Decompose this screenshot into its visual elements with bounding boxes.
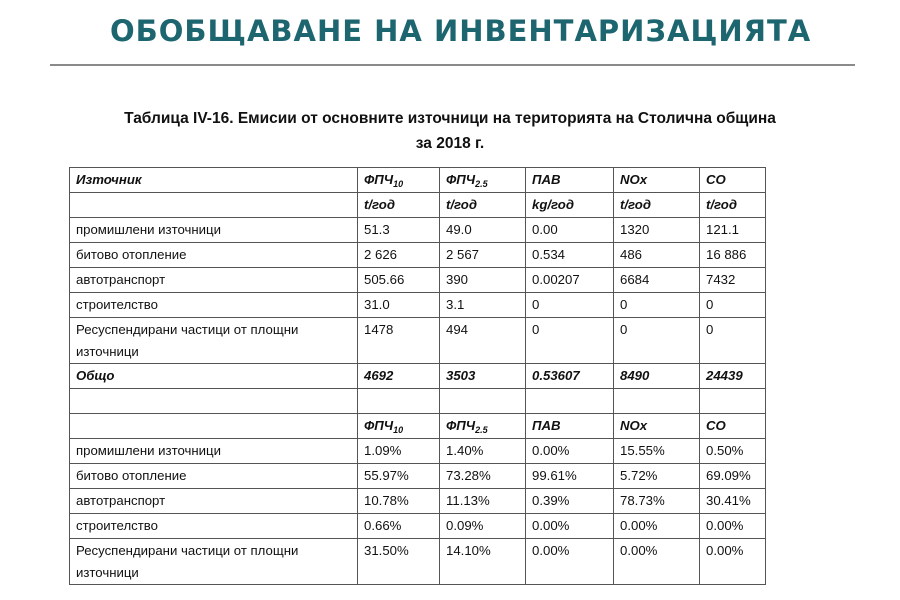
header-pm10 xyxy=(358,168,440,193)
emissions-table xyxy=(69,167,766,585)
share-header-pah: ПАВ xyxy=(526,414,614,439)
share-header-pm25 xyxy=(440,414,526,439)
units-row xyxy=(70,193,766,218)
table-row xyxy=(70,439,766,464)
total-cell: 4692 xyxy=(358,364,440,389)
share-header-empty-cell xyxy=(70,414,358,439)
source-cell: строителство xyxy=(70,514,358,539)
source-cell: битово отопление xyxy=(70,464,358,489)
empty-cell xyxy=(700,389,766,414)
value-cell: 494 xyxy=(440,318,526,364)
unit-cell: t/год xyxy=(358,193,440,218)
share-header-row xyxy=(70,414,766,439)
table-row xyxy=(70,293,766,318)
value-cell: 0 xyxy=(614,318,700,364)
source-cell: битово отопление xyxy=(70,243,358,268)
share-header-pm10 xyxy=(358,414,440,439)
table-caption xyxy=(60,106,840,156)
value-cell: 6684 xyxy=(614,268,700,293)
value-cell: 31.0 xyxy=(358,293,440,318)
value-cell: 7432 xyxy=(700,268,766,293)
value-cell: 0 xyxy=(526,293,614,318)
value-cell: 121.1 xyxy=(700,218,766,243)
total-cell: 3503 xyxy=(440,364,526,389)
header-pah: ПАВ xyxy=(526,168,614,193)
share-cell: 1.40% xyxy=(440,439,526,464)
empty-cell xyxy=(440,389,526,414)
source-cell: Ресуспендирани частици от площни източници xyxy=(70,318,358,364)
header-pm25 xyxy=(440,168,526,193)
header-pm25-base: ФПЧ xyxy=(446,172,476,187)
value-cell: 0 xyxy=(700,318,766,364)
unit-cell: kg/год xyxy=(526,193,614,218)
source-cell: автотранспорт xyxy=(70,268,358,293)
total-cell: 0.53607 xyxy=(526,364,614,389)
caption-line-2: за 2018 г. xyxy=(415,135,485,152)
header-source: Източник xyxy=(70,168,358,193)
share-header-co: CO xyxy=(700,414,766,439)
share-cell: 78.73% xyxy=(614,489,700,514)
share-header-nox: NOx xyxy=(614,414,700,439)
total-row xyxy=(70,364,766,389)
value-cell: 505.66 xyxy=(358,268,440,293)
share-header-pm25-sub: 2.5 xyxy=(475,425,488,435)
value-cell: 0 xyxy=(526,318,614,364)
share-cell: 0.66% xyxy=(358,514,440,539)
unit-cell: t/год xyxy=(440,193,526,218)
total-cell: 24439 xyxy=(700,364,766,389)
unit-cell: t/год xyxy=(700,193,766,218)
value-cell: 3.1 xyxy=(440,293,526,318)
share-cell: 0.00% xyxy=(614,539,700,585)
share-cell: 55.97% xyxy=(358,464,440,489)
header-nox: NOx xyxy=(614,168,700,193)
share-cell: 0.00% xyxy=(526,514,614,539)
total-cell: 8490 xyxy=(614,364,700,389)
source-cell: Ресуспендирани частици от площни източници xyxy=(70,539,358,585)
value-cell: 2 626 xyxy=(358,243,440,268)
table-row xyxy=(70,243,766,268)
table-row xyxy=(70,268,766,293)
source-cell: промишлени източници xyxy=(70,439,358,464)
share-cell: 73.28% xyxy=(440,464,526,489)
table-row xyxy=(70,218,766,243)
unit-cell: t/год xyxy=(614,193,700,218)
spacer-row xyxy=(70,389,766,414)
source-cell: автотранспорт xyxy=(70,489,358,514)
empty-cell xyxy=(70,389,358,414)
empty-cell xyxy=(526,389,614,414)
share-cell: 0.00% xyxy=(700,514,766,539)
value-cell: 49.0 xyxy=(440,218,526,243)
header-pm10-base: ФПЧ xyxy=(364,172,394,187)
header-pm25-sub: 2.5 xyxy=(475,179,488,189)
share-cell: 10.78% xyxy=(358,489,440,514)
title-divider xyxy=(50,64,855,66)
header-row xyxy=(70,168,766,193)
value-cell: 0 xyxy=(700,293,766,318)
value-cell: 2 567 xyxy=(440,243,526,268)
share-header-pm10-base: ФПЧ xyxy=(364,418,394,433)
value-cell: 390 xyxy=(440,268,526,293)
header-pm10-sub: 10 xyxy=(393,179,404,189)
share-cell: 1.09% xyxy=(358,439,440,464)
value-cell: 1320 xyxy=(614,218,700,243)
share-header-pm10-sub: 10 xyxy=(393,425,404,435)
value-cell: 0.00207 xyxy=(526,268,614,293)
share-cell: 0.50% xyxy=(700,439,766,464)
share-cell: 30.41% xyxy=(700,489,766,514)
share-cell: 0.00% xyxy=(526,439,614,464)
share-cell: 0.00% xyxy=(614,514,700,539)
value-cell: 486 xyxy=(614,243,700,268)
value-cell: 1478 xyxy=(358,318,440,364)
share-cell: 0.00% xyxy=(526,539,614,585)
share-cell: 15.55% xyxy=(614,439,700,464)
units-empty-cell xyxy=(70,193,358,218)
empty-cell xyxy=(358,389,440,414)
empty-cell xyxy=(614,389,700,414)
value-cell: 0.534 xyxy=(526,243,614,268)
source-cell: промишлени източници xyxy=(70,218,358,243)
table-row xyxy=(70,489,766,514)
share-cell: 0.00% xyxy=(700,539,766,585)
share-cell: 11.13% xyxy=(440,489,526,514)
share-header-pm25-base: ФПЧ xyxy=(446,418,476,433)
source-cell: строителство xyxy=(70,293,358,318)
caption-line-1: Таблица IV-16. Емисии от основните източници на територията на Столична община xyxy=(124,110,776,127)
share-cell: 0.39% xyxy=(526,489,614,514)
table-row xyxy=(70,514,766,539)
value-cell: 0 xyxy=(614,293,700,318)
header-co: CO xyxy=(700,168,766,193)
share-cell: 14.10% xyxy=(440,539,526,585)
value-cell: 0.00 xyxy=(526,218,614,243)
share-cell: 0.09% xyxy=(440,514,526,539)
table-row xyxy=(70,539,766,585)
table-row xyxy=(70,464,766,489)
share-cell: 99.61% xyxy=(526,464,614,489)
value-cell: 16 886 xyxy=(700,243,766,268)
page-title: ОБОБЩАВАНЕ НА ИНВЕНТАРИЗАЦИЯТА xyxy=(110,14,812,48)
value-cell: 51.3 xyxy=(358,218,440,243)
share-cell: 69.09% xyxy=(700,464,766,489)
total-label: Общо xyxy=(70,364,358,389)
table-row xyxy=(70,318,766,364)
share-cell: 31.50% xyxy=(358,539,440,585)
share-cell: 5.72% xyxy=(614,464,700,489)
